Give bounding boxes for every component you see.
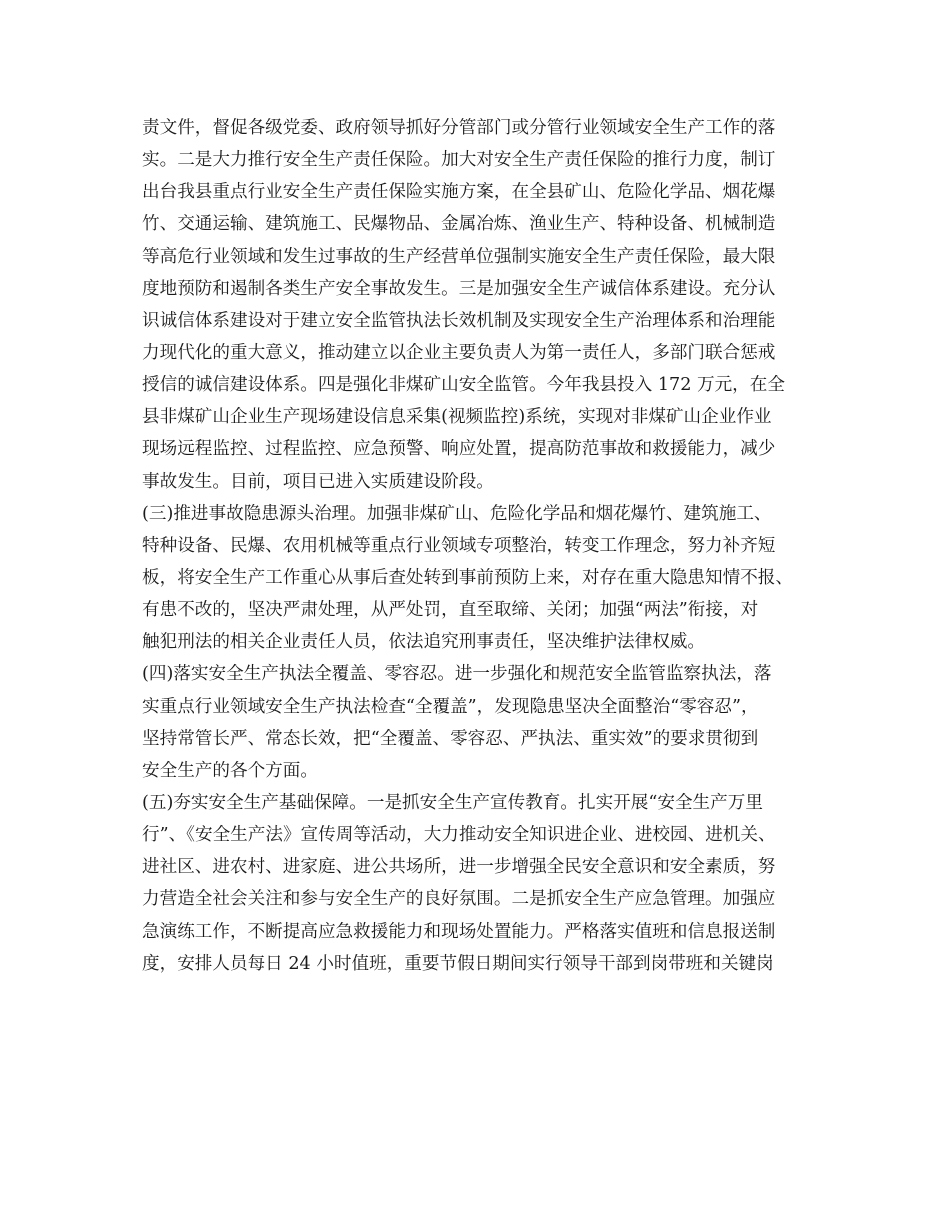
text-line: 进社区、进农村、进家庭、进公共场所，进一步增强全民安全意识和安全素质，努 <box>142 857 776 878</box>
text-line: 度，安排人员每日 24 小时值班，重要节假日期间实行领导干部到岗带班和关键岗 <box>142 953 774 974</box>
text-line: 竹、交通运输、建筑施工、民爆物品、金属冶炼、渔业生产、特种设备、机械制造 <box>142 214 776 235</box>
section-heading-line: (五)夯实安全生产基础保障。一是抓安全生产宣传教育。扎实开展“安全生产万里 <box>142 792 763 813</box>
text-line: 实重点行业领域安全生产执法检查“全覆盖”，发现隐患坚决全面整治“零容忍”， <box>142 696 759 717</box>
text-line: 急演练工作，不断提高应急救援能力和现场处置能力。严格落实值班和信息报送制 <box>142 921 776 942</box>
text-line: 实。二是大力推行安全生产责任保险。加大对安全生产责任保险的推行力度，制订 <box>142 150 776 171</box>
text-line: 度地预防和遏制各类生产安全事故发生。三是加强安全生产诚信体系建设。充分认 <box>142 278 776 299</box>
text-line: 安全生产的各个方面。 <box>142 760 318 781</box>
text-line: 力营造全社会关注和参与安全生产的良好氛围。二是抓安全生产应急管理。加强应 <box>142 889 776 910</box>
text-line: 特种设备、民爆、农用机械等重点行业领域专项整治，转变工作理念，努力补齐短 <box>142 535 776 556</box>
text-line: 有患不改的，坚决严肃处理，从严处罚，直至取缔、关闭；加强“两法”衔接，对 <box>142 600 759 621</box>
body-text <box>142 112 822 980</box>
text-line: 事故发生。目前，项目已进入实质建设阶段。 <box>142 471 494 492</box>
text-line: 县非煤矿山企业生产现场建设信息采集(视频监控)系统，实现对非煤矿山企业作业 <box>142 407 772 428</box>
text-line: 触犯刑法的相关企业责任人员，依法追究刑事责任，坚决维护法律权威。 <box>142 632 706 653</box>
section-heading-line: (三)推进事故隐患源头治理。加强非煤矿山、危险化学品和烟花爆竹、建筑施工、 <box>142 503 772 524</box>
section-heading-line: (四)落实安全生产执法全覆盖、零容忍。进一步强化和规范安全监管监察执法，落 <box>142 664 772 685</box>
text-line: 力现代化的重大意义，推动建立以企业主要负责人为第一责任人，多部门联合惩戒 <box>142 342 776 363</box>
text-line: 现场远程监控、过程监控、应急预警、响应处置，提高防范事故和救援能力，减少 <box>142 439 776 460</box>
text-line: 行”、《安全生产法》宣传周等活动，大力推动安全知识进企业、进校园、进机关、 <box>142 825 776 846</box>
text-line: 坚持常管长严、常态长效，把“全覆盖、零容忍、严执法、重实效”的要求贯彻到 <box>142 728 759 749</box>
text-line: 识诚信体系建设对于建立安全监管执法长效机制及实现安全生产治理体系和治理能 <box>142 310 776 331</box>
text-line: 等高危行业领域和发生过事故的生产经营单位强制实施安全生产责任保险，最大限 <box>142 246 776 267</box>
text-line: 出台我县重点行业安全生产责任保险实施方案，在全县矿山、危险化学品、烟花爆 <box>142 182 776 203</box>
text-line: 授信的诚信建设体系。四是强化非煤矿山安全监管。今年我县投入 172 万元，在全 <box>142 375 785 396</box>
text-line: 责文件，督促各级党委、政府领导抓好分管部门或分管行业领域安全生产工作的落 <box>142 118 776 138</box>
text-line: 板，将安全生产工作重心从事后查处转到事前预防上来，对存在重大隐患知情不报、 <box>142 567 793 588</box>
